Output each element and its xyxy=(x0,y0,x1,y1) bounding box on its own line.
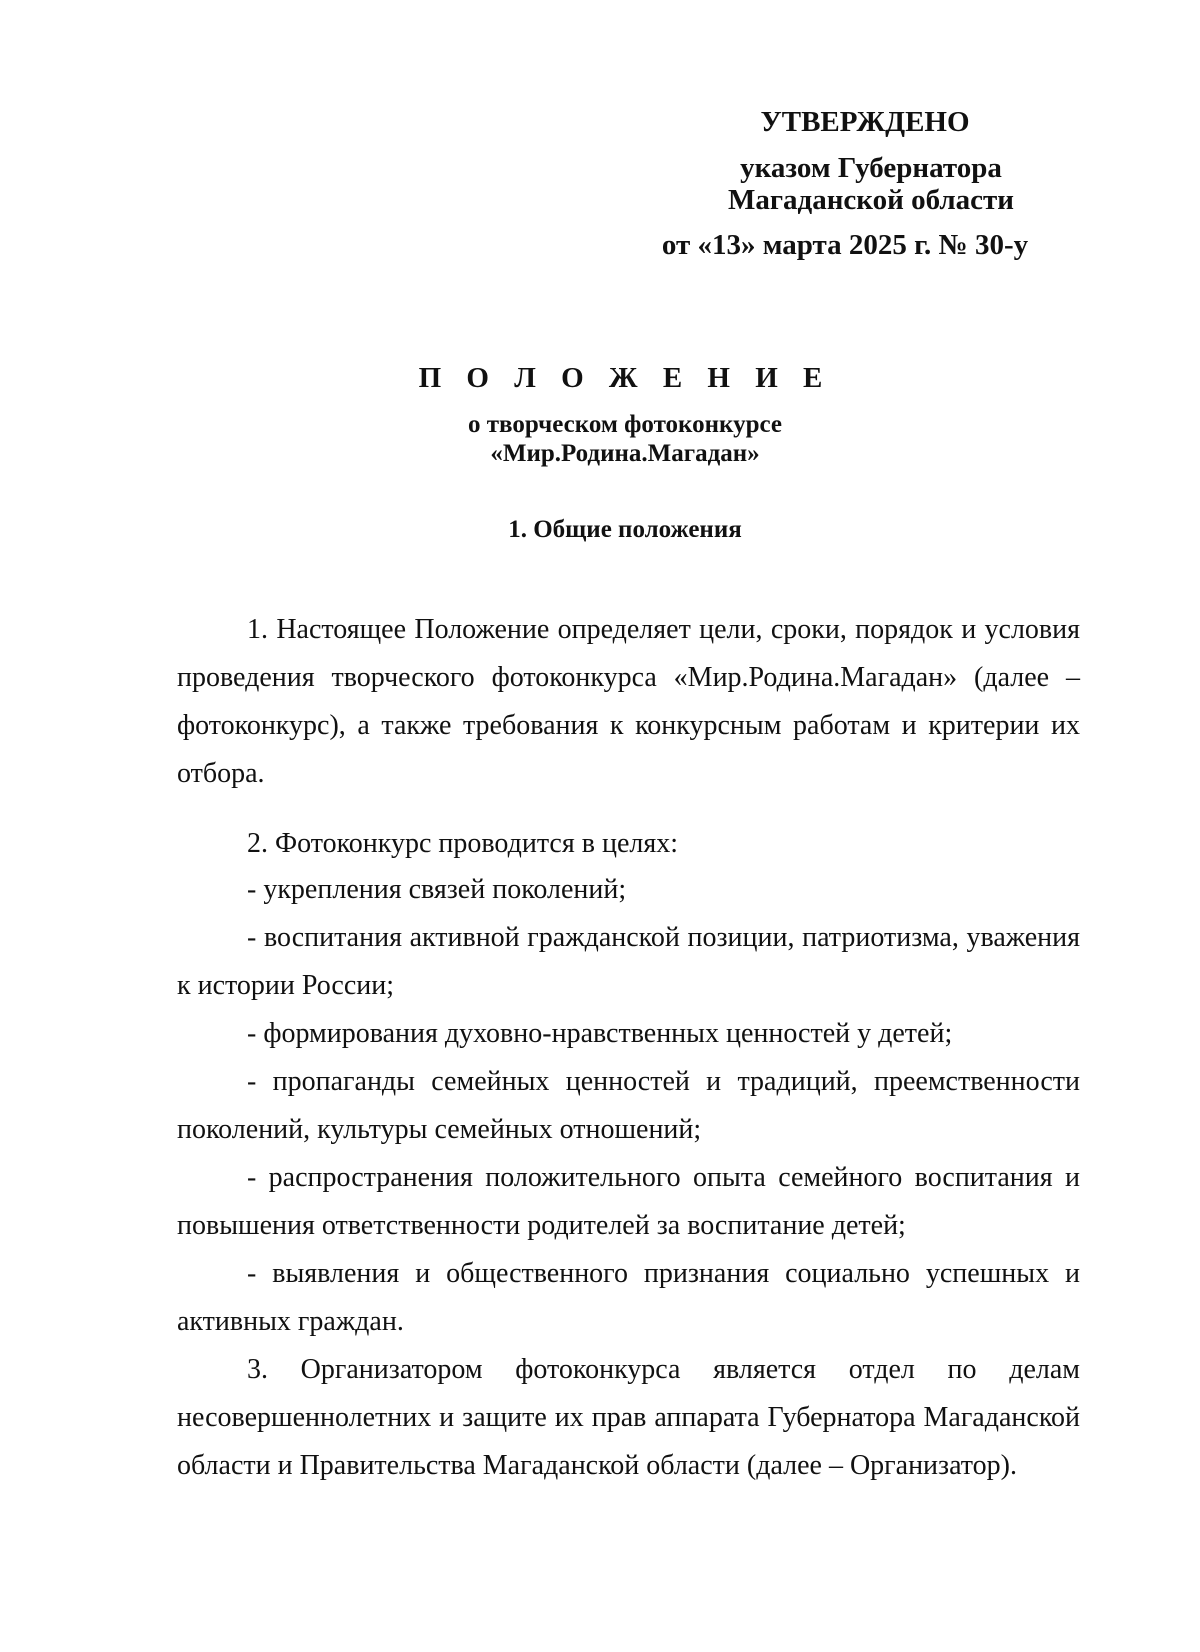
approval-stamp xyxy=(661,106,1040,261)
list-item-family-values: - пропаганды семейных ценностей и традиций, преемственности поколений, культуры семейных отношений; xyxy=(177,1066,1080,1145)
list-item-moral-values: - формирования духовно-нравственных ценностей у детей; xyxy=(247,1018,953,1049)
approval-date: от «13» марта 2025 г. № 30-у xyxy=(661,229,1029,261)
document-subtitle xyxy=(0,410,1200,468)
section-title: 1. Общие положения xyxy=(508,516,742,543)
approval-title: УТВЕРЖДЕНО xyxy=(760,106,970,138)
document-title: П О Л О Ж Е Н И Е xyxy=(418,362,832,394)
list-item-generations: - укрепления связей поколений; xyxy=(247,874,627,905)
paragraph-2: 2. Фотоконкурс проводится в целях: xyxy=(247,828,679,859)
list-item-family-education: - распространения положительного опыта семейного воспитания и повышения ответственности родителей за воспитание детей; xyxy=(177,1162,1080,1241)
approval-authority-line1: указом Губернатора xyxy=(740,152,1002,184)
document-subtitle-line2: «Мир.Родина.Магадан» xyxy=(490,440,760,467)
paragraph-1: 1. Настоящее Положение определяет цели, сроки, порядок и условия проведения творческого фотоконкурса «Мир.Родина.Магадан» (далее – фотоконкурс), а также требования к конкурсным работам и критерии их отбора. xyxy=(177,614,1080,789)
approval-authority-line2: Магаданской области xyxy=(728,184,1014,216)
paragraph-3: 3. Организатором фотоконкурса является отдел по делам несовершеннолетних и защите их прав аппарата Губернатора Магаданской области и Правительства Магаданской области (далее – Организатор). xyxy=(177,1354,1080,1481)
document-subtitle-line1: о творческом фотоконкурсе xyxy=(468,411,782,438)
list-item-civic-position: - воспитания активной гражданской позиции, патриотизма, уважения к истории России; xyxy=(177,922,1080,1001)
list-item-public-recognition: - выявления и общественного признания социально успешных и активных граждан. xyxy=(177,1258,1080,1337)
